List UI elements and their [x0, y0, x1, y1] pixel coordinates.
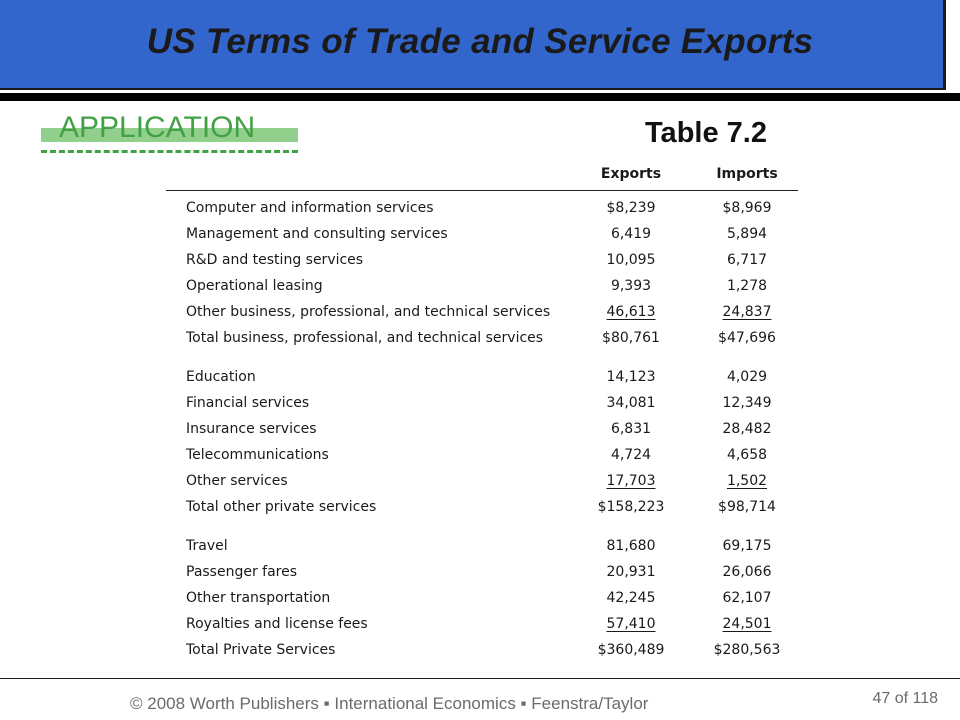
- table-row: [166, 198, 798, 222]
- row-label: R&D and testing services: [186, 252, 364, 268]
- table-label: Table 7.2: [645, 117, 767, 149]
- table-row: [166, 588, 798, 612]
- imports-value: 69,175: [722, 538, 772, 554]
- exports-value: 42,245: [606, 590, 656, 606]
- page-number: 47 of 118: [872, 690, 938, 707]
- imports-value: $98,714: [718, 499, 776, 515]
- row-label: Other business, professional, and technical services: [186, 304, 551, 320]
- table-row: [166, 419, 798, 443]
- exports-value: 10,095: [606, 252, 656, 268]
- column-header-imports: Imports: [716, 166, 778, 182]
- row-label: Telecommunications: [186, 447, 329, 463]
- exports-value: 6,419: [610, 226, 652, 242]
- exports-value: 20,931: [606, 564, 656, 580]
- table-row: [166, 250, 798, 274]
- exports-value: $8,239: [606, 200, 656, 216]
- exports-value: 17,703: [606, 473, 656, 489]
- imports-value: $8,969: [722, 200, 772, 216]
- table-row: [166, 367, 798, 391]
- imports-value: $47,696: [718, 330, 776, 346]
- imports-value: 12,349: [722, 395, 772, 411]
- imports-value: 1,278: [726, 278, 768, 294]
- row-label: Travel: [186, 538, 228, 554]
- table-row: [166, 276, 798, 300]
- table-row: [166, 393, 798, 417]
- table-row: [166, 224, 798, 248]
- table-row: [166, 562, 798, 586]
- table-row: [166, 445, 798, 469]
- table-row: [166, 614, 798, 638]
- table-total-row: [166, 328, 798, 352]
- imports-value: $280,563: [713, 642, 781, 658]
- exports-value: 9,393: [610, 278, 652, 294]
- row-label: Computer and information services: [186, 200, 434, 216]
- imports-value: 62,107: [722, 590, 772, 606]
- imports-value: 4,029: [726, 369, 768, 385]
- row-label: Passenger fares: [186, 564, 298, 580]
- row-label: Total business, professional, and technical services: [186, 330, 544, 346]
- imports-value: 24,837: [722, 304, 772, 320]
- row-label: Other transportation: [186, 590, 331, 606]
- title-bar: [0, 0, 960, 92]
- exports-value: 46,613: [606, 304, 656, 320]
- imports-value: 4,658: [726, 447, 768, 463]
- imports-value: 6,717: [726, 252, 768, 268]
- imports-value: 28,482: [722, 421, 772, 437]
- row-label: Insurance services: [186, 421, 317, 437]
- exports-value: 4,724: [610, 447, 652, 463]
- footer-credit: © 2008 Worth Publishers ▪ International Economics ▪ Feenstra/Taylor: [130, 694, 649, 713]
- exports-value: 6,831: [610, 421, 652, 437]
- row-label: Total other private services: [186, 499, 377, 515]
- exports-value: $80,761: [602, 330, 660, 346]
- exports-value: 14,123: [606, 369, 656, 385]
- row-label: Royalties and license fees: [186, 616, 368, 632]
- exports-value: 57,410: [606, 616, 656, 632]
- table-total-row: [166, 640, 798, 664]
- title-divider: [0, 93, 960, 101]
- table-row: [166, 471, 798, 495]
- imports-value: 5,894: [726, 226, 768, 242]
- section-label-dashed-rule: [41, 150, 298, 153]
- exports-value: 81,680: [606, 538, 656, 554]
- imports-value: 24,501: [722, 616, 772, 632]
- footer-divider: [0, 678, 960, 679]
- imports-value: 1,502: [726, 473, 768, 489]
- table-row: [166, 536, 798, 560]
- slide-title: US Terms of Trade and Service Exports: [146, 22, 814, 61]
- row-label: Operational leasing: [186, 278, 323, 294]
- table-row: [166, 302, 798, 326]
- row-label: Financial services: [186, 395, 310, 411]
- table-total-row: [166, 497, 798, 521]
- column-header-exports: Exports: [600, 166, 662, 182]
- exports-value: $158,223: [597, 499, 665, 515]
- row-label: Management and consulting services: [186, 226, 448, 242]
- header-rule: [166, 190, 798, 191]
- row-label: Other services: [186, 473, 288, 489]
- exports-value: $360,489: [597, 642, 665, 658]
- exports-value: 34,081: [606, 395, 656, 411]
- row-label: Education: [186, 369, 256, 385]
- section-label: APPLICATION: [59, 111, 256, 144]
- row-label: Total Private Services: [186, 642, 336, 658]
- imports-value: 26,066: [722, 564, 772, 580]
